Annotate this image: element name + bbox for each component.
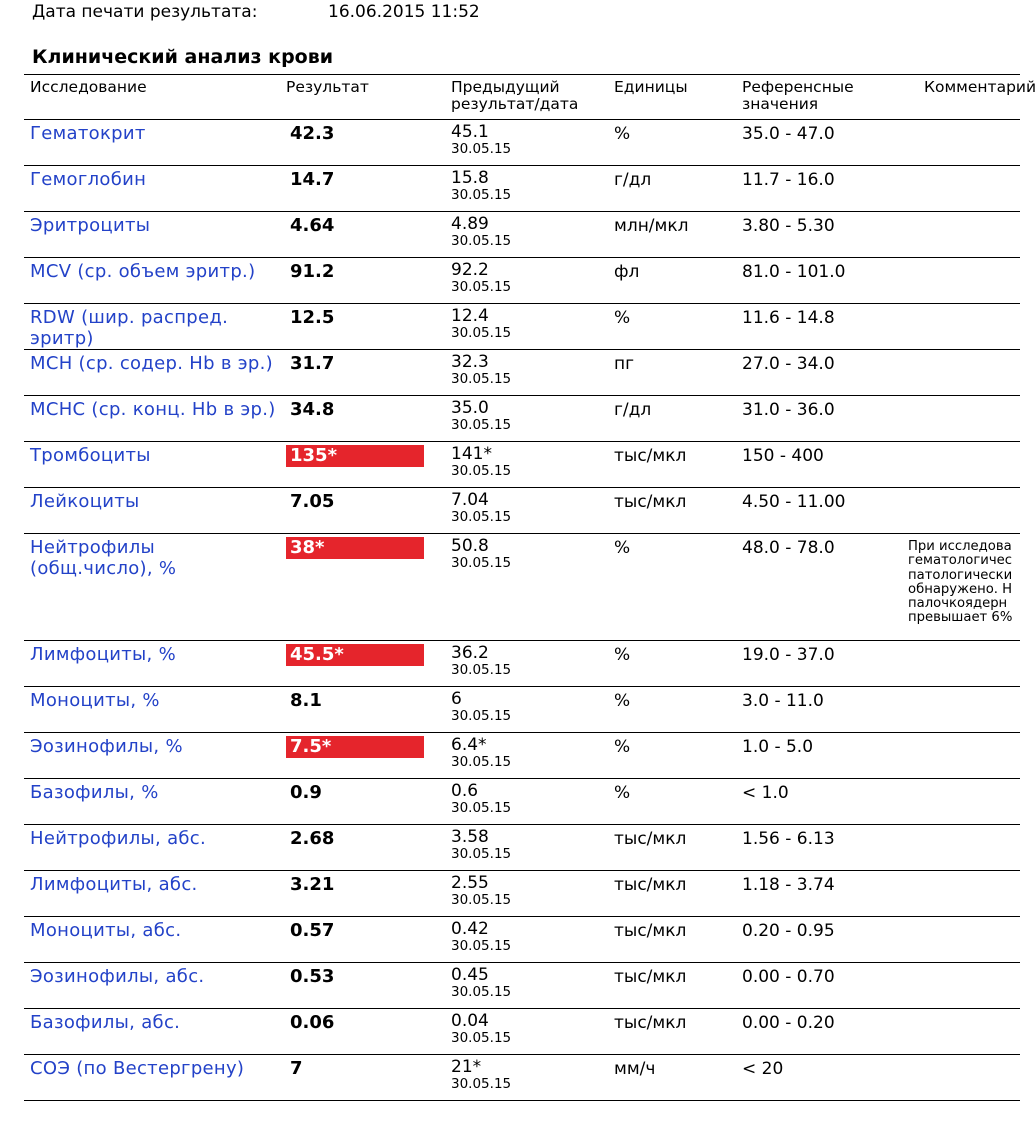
result-value: 12.5 — [290, 307, 335, 328]
previous-date: 30.05.15 — [451, 800, 512, 816]
previous-date: 30.05.15 — [451, 371, 512, 387]
result-value: 91.2 — [290, 261, 335, 282]
header-result: Результат — [286, 78, 369, 96]
reference-range-cell: 4.50 - 11.00 — [742, 492, 846, 512]
result-value: 3.21 — [290, 874, 335, 895]
result-value: 0.57 — [290, 920, 335, 941]
reference-range-cell: 11.6 - 14.8 — [742, 308, 835, 328]
print-date-value: 16.06.2015 11:52 — [328, 2, 480, 22]
result-value: 34.8 — [290, 399, 335, 420]
table-body — [24, 120, 1020, 1101]
test-name-link[interactable]: Гематокрит — [30, 123, 146, 144]
previous-result-cell — [451, 644, 611, 678]
units-cell: % — [614, 538, 631, 558]
result-value: 7 — [290, 1058, 303, 1079]
previous-date: 30.05.15 — [451, 708, 512, 724]
test-name-link[interactable]: Тромбоциты — [30, 445, 151, 466]
previous-date: 30.05.15 — [451, 463, 512, 479]
previous-value: 0.42 — [451, 919, 489, 939]
previous-value: 141* — [451, 444, 492, 464]
test-name-link[interactable]: Нейтрофилы (общ.число), % — [30, 537, 177, 579]
result-cell — [286, 828, 426, 850]
reference-range-cell: < 20 — [742, 1059, 784, 1079]
previous-value: 0.6 — [451, 781, 479, 801]
units-cell: тыс/мкл — [614, 829, 687, 849]
units-cell: г/дл — [614, 400, 652, 420]
reference-range-cell: 11.7 - 16.0 — [742, 170, 835, 190]
previous-value: 50.8 — [451, 536, 489, 556]
table-row — [24, 212, 1020, 258]
units-cell: % — [614, 783, 631, 803]
result-cell — [286, 261, 426, 283]
previous-result-cell — [451, 736, 611, 770]
previous-value: 92.2 — [451, 260, 489, 280]
result-value: 0.53 — [290, 966, 335, 987]
test-name-link[interactable]: MCH (ср. содер. Hb в эр.) — [30, 353, 274, 374]
previous-date: 30.05.15 — [451, 325, 512, 341]
previous-value: 2.55 — [451, 873, 489, 893]
comment-line: палочкоядерн — [908, 596, 1008, 612]
comment-line: гематологичес — [908, 553, 1012, 569]
units-cell: % — [614, 308, 631, 328]
previous-result-cell — [451, 445, 611, 479]
reference-range-cell: 1.0 - 5.0 — [742, 737, 814, 757]
result-cell — [286, 644, 426, 666]
previous-result-cell — [451, 874, 611, 908]
result-cell — [286, 445, 426, 467]
previous-result-cell — [451, 215, 611, 249]
units-cell: тыс/мкл — [614, 446, 687, 466]
units-cell: тыс/мкл — [614, 967, 687, 987]
reference-range-cell: 48.0 - 78.0 — [742, 538, 835, 558]
previous-result-cell — [451, 920, 611, 954]
units-cell: % — [614, 124, 631, 144]
test-name-link[interactable]: Моноциты, абс. — [30, 920, 182, 941]
result-value: 0.9 — [290, 782, 322, 803]
table-row — [24, 1009, 1020, 1055]
previous-result-cell — [451, 399, 611, 433]
previous-date: 30.05.15 — [451, 892, 512, 908]
previous-result-cell — [451, 1012, 611, 1046]
result-cell — [286, 123, 426, 145]
test-name-link[interactable]: Нейтрофилы, абс. — [30, 828, 207, 849]
result-cell — [286, 736, 426, 758]
previous-result-cell — [451, 690, 611, 724]
test-name-link[interactable]: Базофилы, % — [30, 782, 159, 803]
flagged-result-value: 38* — [286, 537, 424, 559]
reference-range-cell: 3.0 - 11.0 — [742, 691, 824, 711]
previous-value: 35.0 — [451, 398, 489, 418]
result-cell — [286, 491, 426, 513]
previous-result-cell — [451, 537, 611, 571]
units-cell: тыс/мкл — [614, 1013, 687, 1033]
previous-date: 30.05.15 — [451, 233, 512, 249]
reference-range-cell: 0.00 - 0.70 — [742, 967, 835, 987]
previous-date: 30.05.15 — [451, 555, 512, 571]
result-cell — [286, 307, 426, 329]
test-name-link[interactable]: Эозинофилы, % — [30, 736, 183, 757]
table-row — [24, 258, 1020, 304]
test-name-link[interactable]: Лимфоциты, абс. — [30, 874, 198, 895]
previous-result-cell — [451, 828, 611, 862]
flagged-result-value: 45.5* — [286, 644, 424, 666]
header-previous — [451, 79, 578, 113]
table-row — [24, 641, 1020, 687]
previous-date: 30.05.15 — [451, 938, 512, 954]
previous-result-cell — [451, 307, 611, 341]
header-ref-line2: значения — [742, 95, 819, 113]
table-row — [24, 917, 1020, 963]
test-name-link[interactable]: Базофилы, абс. — [30, 1012, 181, 1033]
test-name-link[interactable]: MCHC (ср. конц. Hb в эр.) — [30, 399, 276, 420]
comment-line: патологически — [908, 567, 1013, 583]
comment-line: При исследова — [908, 539, 1012, 554]
result-value: 42.3 — [290, 123, 335, 144]
reference-range-cell: 31.0 - 36.0 — [742, 400, 835, 420]
header-comment: Комментарий — [924, 78, 1036, 96]
result-cell — [286, 399, 426, 421]
previous-date: 30.05.15 — [451, 846, 512, 862]
previous-result-cell — [451, 353, 611, 387]
reference-range-cell: 27.0 - 34.0 — [742, 354, 835, 374]
previous-date: 30.05.15 — [451, 141, 512, 157]
reference-range-cell: 0.20 - 0.95 — [742, 921, 835, 941]
result-cell — [286, 966, 426, 988]
previous-date: 30.05.15 — [451, 279, 512, 295]
reference-range-cell: 3.80 - 5.30 — [742, 216, 835, 236]
previous-result-cell — [451, 782, 611, 816]
reference-range-cell: 35.0 - 47.0 — [742, 124, 835, 144]
units-cell: % — [614, 645, 631, 665]
previous-value: 0.45 — [451, 965, 489, 985]
print-date-label: Дата печати результата: — [32, 2, 258, 22]
table-row — [24, 779, 1020, 825]
result-cell — [286, 353, 426, 375]
test-name-link[interactable]: Лейкоциты — [30, 491, 140, 512]
table-header — [24, 75, 1036, 120]
units-cell: % — [614, 691, 631, 711]
units-cell: пг — [614, 354, 635, 374]
comment-line: обнаружено. Н — [908, 581, 1013, 597]
previous-result-cell — [451, 1058, 611, 1092]
previous-result-cell — [451, 123, 611, 157]
test-name-link[interactable]: Лимфоциты, % — [30, 644, 177, 665]
reference-range-cell: 1.56 - 6.13 — [742, 829, 835, 849]
units-cell: г/дл — [614, 170, 652, 190]
results-table — [24, 74, 1036, 1101]
table-row — [24, 733, 1020, 779]
previous-result-cell — [451, 169, 611, 203]
table-row — [24, 442, 1020, 488]
table-row — [24, 963, 1020, 1009]
previous-value: 12.4 — [451, 306, 489, 326]
reference-range-cell: 19.0 - 37.0 — [742, 645, 835, 665]
header-units: Единицы — [614, 78, 688, 96]
header-ref-line1: Референсные — [742, 78, 854, 96]
result-cell — [286, 169, 426, 191]
previous-value: 21* — [451, 1057, 482, 1077]
units-cell: тыс/мкл — [614, 492, 687, 512]
units-cell: мм/ч — [614, 1059, 656, 1079]
previous-date: 30.05.15 — [451, 509, 512, 525]
flagged-result-value: 135* — [286, 445, 424, 467]
previous-value: 3.58 — [451, 827, 489, 847]
result-cell — [286, 690, 426, 712]
result-value: 14.7 — [290, 169, 335, 190]
previous-result-cell — [451, 491, 611, 525]
comment-line: превышает 6% — [908, 610, 1013, 626]
header-test: Исследование — [30, 78, 147, 96]
result-value: 31.7 — [290, 353, 335, 374]
result-value: 7.05 — [290, 491, 335, 512]
previous-date: 30.05.15 — [451, 754, 512, 770]
previous-result-cell — [451, 966, 611, 1000]
reference-range-cell: 1.18 - 3.74 — [742, 875, 835, 895]
previous-value: 6 — [451, 689, 462, 709]
test-name-link[interactable]: Эритроциты — [30, 215, 151, 236]
previous-value: 6.4* — [451, 735, 487, 755]
result-value: 8.1 — [290, 690, 322, 711]
units-cell: тыс/мкл — [614, 875, 687, 895]
previous-date: 30.05.15 — [451, 187, 512, 203]
result-value: 2.68 — [290, 828, 335, 849]
previous-date: 30.05.15 — [451, 417, 512, 433]
report-title: Клинический анализ крови — [32, 46, 334, 68]
previous-value: 0.04 — [451, 1011, 489, 1031]
result-cell — [286, 1058, 426, 1080]
test-name-link[interactable]: RDW (шир. распред. эритр) — [30, 307, 229, 349]
test-name-link[interactable]: Моноциты, % — [30, 690, 160, 711]
result-value: 0.06 — [290, 1012, 335, 1033]
header-previous-line1: Предыдущий — [451, 78, 560, 96]
table-row — [24, 687, 1020, 733]
comment-cell — [908, 540, 1020, 626]
result-cell — [286, 920, 426, 942]
table-row — [24, 871, 1020, 917]
reference-range-cell: < 1.0 — [742, 783, 789, 803]
result-cell — [286, 782, 426, 804]
table-row — [24, 350, 1020, 396]
table-row — [24, 488, 1020, 534]
table-row — [24, 304, 1020, 350]
table-row — [24, 1055, 1020, 1101]
previous-value: 7.04 — [451, 490, 489, 510]
result-cell — [286, 1012, 426, 1034]
flagged-result-value: 7.5* — [286, 736, 424, 758]
previous-value: 32.3 — [451, 352, 489, 372]
reference-range-cell: 150 - 400 — [742, 446, 824, 466]
header-reference — [742, 79, 854, 113]
result-cell — [286, 874, 426, 896]
previous-result-cell — [451, 261, 611, 295]
table-row — [24, 396, 1020, 442]
result-cell — [286, 537, 426, 559]
reference-range-cell: 0.00 - 0.20 — [742, 1013, 835, 1033]
previous-date: 30.05.15 — [451, 984, 512, 1000]
table-row — [24, 534, 1020, 641]
test-name-link[interactable]: СОЭ (по Вестергрену) — [30, 1058, 245, 1079]
previous-date: 30.05.15 — [451, 662, 512, 678]
header-previous-line2: результат/дата — [451, 95, 579, 113]
table-row — [24, 120, 1020, 166]
units-cell: % — [614, 737, 631, 757]
previous-value: 4.89 — [451, 214, 489, 234]
table-row — [24, 825, 1020, 871]
previous-date: 30.05.15 — [451, 1030, 512, 1046]
table-row — [24, 166, 1020, 212]
reference-range-cell: 81.0 - 101.0 — [742, 262, 846, 282]
test-name-link[interactable]: MCV (ср. объем эритр.) — [30, 261, 256, 282]
test-name-link[interactable]: Гемоглобин — [30, 169, 147, 190]
previous-value: 36.2 — [451, 643, 489, 663]
units-cell: тыс/мкл — [614, 921, 687, 941]
previous-date: 30.05.15 — [451, 1076, 512, 1092]
units-cell: фл — [614, 262, 640, 282]
previous-value: 15.8 — [451, 168, 489, 188]
test-name-link[interactable]: Эозинофилы, абс. — [30, 966, 205, 987]
result-cell — [286, 215, 426, 237]
previous-value: 45.1 — [451, 122, 489, 142]
result-value: 4.64 — [290, 215, 335, 236]
units-cell: млн/мкл — [614, 216, 689, 236]
